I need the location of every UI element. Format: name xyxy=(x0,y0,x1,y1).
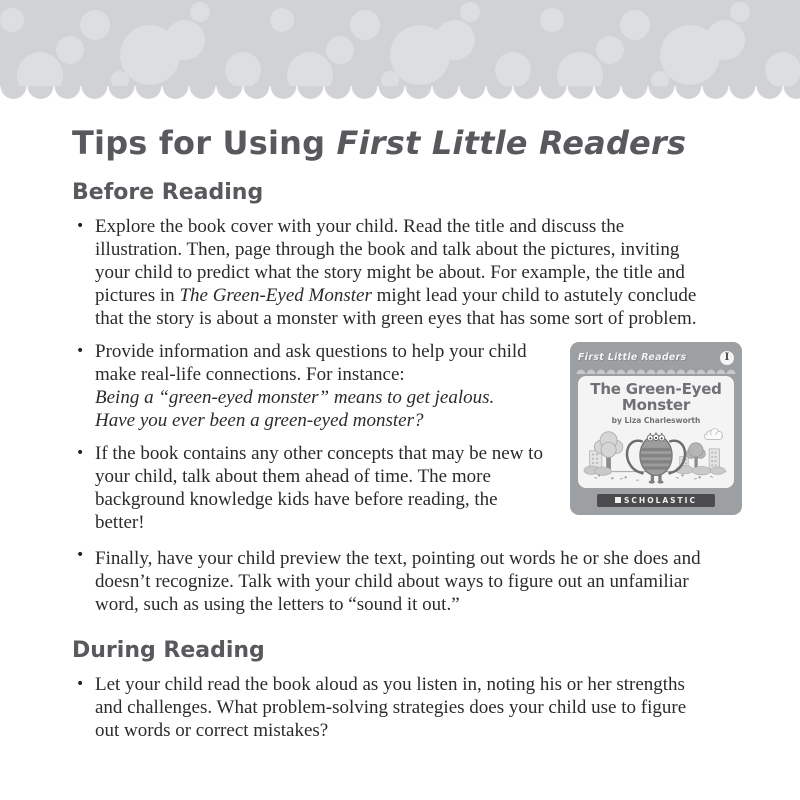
page-title-italic: First Little Readers xyxy=(336,124,687,162)
book-cover-author: by Liza Charlesworth xyxy=(611,415,701,425)
bullet-item xyxy=(72,442,708,534)
bullet-item xyxy=(72,673,708,742)
book-cover-series-title: First Little Readers xyxy=(578,352,687,364)
during-reading-bullets xyxy=(72,673,708,742)
bullet-text: Let your child read the book aloud as you listen in, noting his or her strengths and challenges. What problem-solving strategies does your child use to figure out words or correct mistakes? xyxy=(95,674,687,742)
before-reading-bullets xyxy=(72,215,730,616)
bullet-text: If the book contains any other concepts that may be new to your child, talk about them ahead of time. The more background knowledge kids have before reading, the better! xyxy=(95,443,543,534)
bullet-text: Explore the book cover with your child. Read the title and discuss the illustration. Then, page through the book and talk about the pictures, inviting your child to predict what the story might be about. For example, the title and pictures in xyxy=(95,216,685,307)
book-cover-level-badge: I xyxy=(720,351,734,365)
bullet-text-italic: Being a “green-eyed monster” means to get jealous. xyxy=(95,387,495,409)
bullet-item xyxy=(72,340,708,432)
bullet-item xyxy=(72,215,708,330)
page-title-regular: Tips for Using xyxy=(72,124,337,162)
bullet-text-italic: The Green-Eyed Monster xyxy=(179,285,372,307)
section-heading-before-reading: Before Reading xyxy=(72,180,264,206)
monster-eyes xyxy=(647,432,664,441)
bullet-text-italic: Have you ever been a green-eyed monster? xyxy=(95,410,424,432)
bullet-text: Provide information and ask questions to help your child make real-life connections. For instance: xyxy=(95,341,527,386)
bullet-text: Finally, have your child preview the text, pointing out words he or she does and doesn’t recognize. Talk with your child about ways to figure out an unfamiliar word, such as using the letters to “sound it out.” xyxy=(95,548,701,616)
decorative-polka-dot-band xyxy=(0,0,800,86)
book-cover-title: The Green-Eyed Monster xyxy=(590,380,722,415)
page-title xyxy=(72,126,708,161)
content-column xyxy=(72,124,730,742)
section-heading-during-reading: During Reading xyxy=(72,638,265,664)
band-scallop-edge xyxy=(0,86,800,100)
bullet-item xyxy=(72,544,708,616)
bullet-text: might lead your child to astutely conclude that the story is about a monster with green eyes that has some sort of problem. xyxy=(95,285,697,330)
publisher-name: SCHOLASTIC xyxy=(624,495,697,505)
